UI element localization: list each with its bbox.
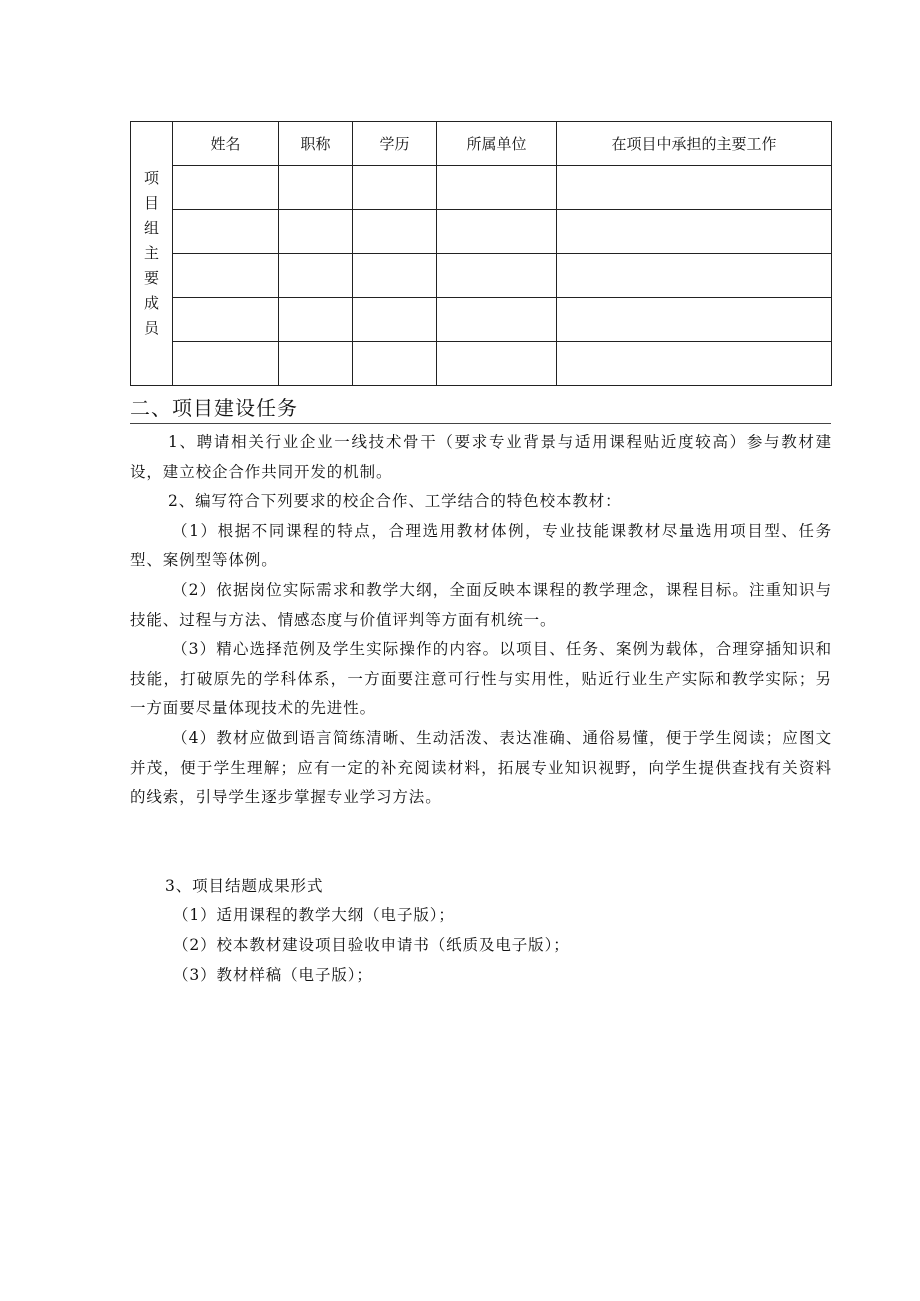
header-work: 在项目中承担的主要工作 [557, 122, 832, 166]
outcome-item: （3）教材样稿（电子版）； [173, 965, 373, 984]
cell[interactable] [173, 210, 279, 254]
header-title: 职称 [279, 122, 353, 166]
cell[interactable] [173, 298, 279, 342]
table-row [131, 166, 832, 210]
paragraph: 1、聘请相关行业企业一线技术骨干（要求专业背景与适用课程贴近度较高）参与教材建设，建立校企合作共同开发的机制。 [130, 433, 832, 481]
section-title: 二、项目建设任务 [130, 392, 831, 424]
cell[interactable] [173, 166, 279, 210]
cell[interactable] [279, 166, 353, 210]
outcomes-title: 3、项目结题成果形式 [165, 876, 324, 895]
cell[interactable] [557, 254, 832, 298]
cell[interactable] [173, 342, 279, 386]
cell[interactable] [437, 342, 557, 386]
paragraph: （4）教材应做到语言简练清晰、生动活泼、表达准确、通俗易懂，便于学生阅读；应图文并茂，便于学生理解；应有一定的补充阅读材料，拓展专业知识视野，向学生提供查找有关资料的线索，引导学生逐步掌握专业学习方法。 [130, 728, 832, 807]
table-row [131, 254, 832, 298]
side-label: 项目组主要成员 [131, 122, 173, 386]
cell[interactable] [437, 210, 557, 254]
paragraph: （2）依据岗位实际需求和教学大纲，全面反映本课程的教学理念，课程目标。注重知识与技能、过程与方法、情感态度与价值评判等方面有机统一。 [130, 580, 832, 629]
cell[interactable] [437, 254, 557, 298]
cell[interactable] [279, 254, 353, 298]
paragraph: （3）精心选择范例及学生实际操作的内容。以项目、任务、案例为载体，合理穿插知识和技能，打破原先的学科体系，一方面要注意可行性与实用性，贴近行业生产实际和教学实际；另一方面要尽量体现技术的先进性。 [130, 640, 832, 718]
outcome-item: （2）校本教材建设项目验收申请书（纸质及电子版）； [173, 935, 570, 954]
table-row [131, 342, 832, 386]
cell[interactable] [173, 254, 279, 298]
table-row [131, 210, 832, 254]
header-education: 学历 [353, 122, 437, 166]
cell[interactable] [557, 166, 832, 210]
outcome-item: （1）适用课程的教学大纲（电子版）； [173, 906, 455, 925]
cell[interactable] [353, 298, 437, 342]
cell[interactable] [557, 298, 832, 342]
header-unit: 所属单位 [437, 122, 557, 166]
cell[interactable] [279, 298, 353, 342]
paragraph: 2、编写符合下列要求的校企合作、工学结合的特色校本教材： [168, 492, 622, 511]
cell[interactable] [437, 166, 557, 210]
table-row [131, 298, 832, 342]
paragraph: （1）根据不同课程的特点，合理选用教材体例，专业技能课教材尽量选用项目型、任务型、案例型等体例。 [130, 521, 832, 570]
header-name: 姓名 [173, 122, 279, 166]
section-body [130, 428, 832, 990]
cell[interactable] [557, 210, 832, 254]
cell[interactable] [437, 298, 557, 342]
cell[interactable] [279, 342, 353, 386]
cell[interactable] [557, 342, 832, 386]
cell[interactable] [353, 254, 437, 298]
table-header-row [131, 122, 832, 166]
cell[interactable] [353, 210, 437, 254]
cell[interactable] [353, 166, 437, 210]
cell[interactable] [279, 210, 353, 254]
member-table [130, 121, 832, 386]
cell[interactable] [353, 342, 437, 386]
